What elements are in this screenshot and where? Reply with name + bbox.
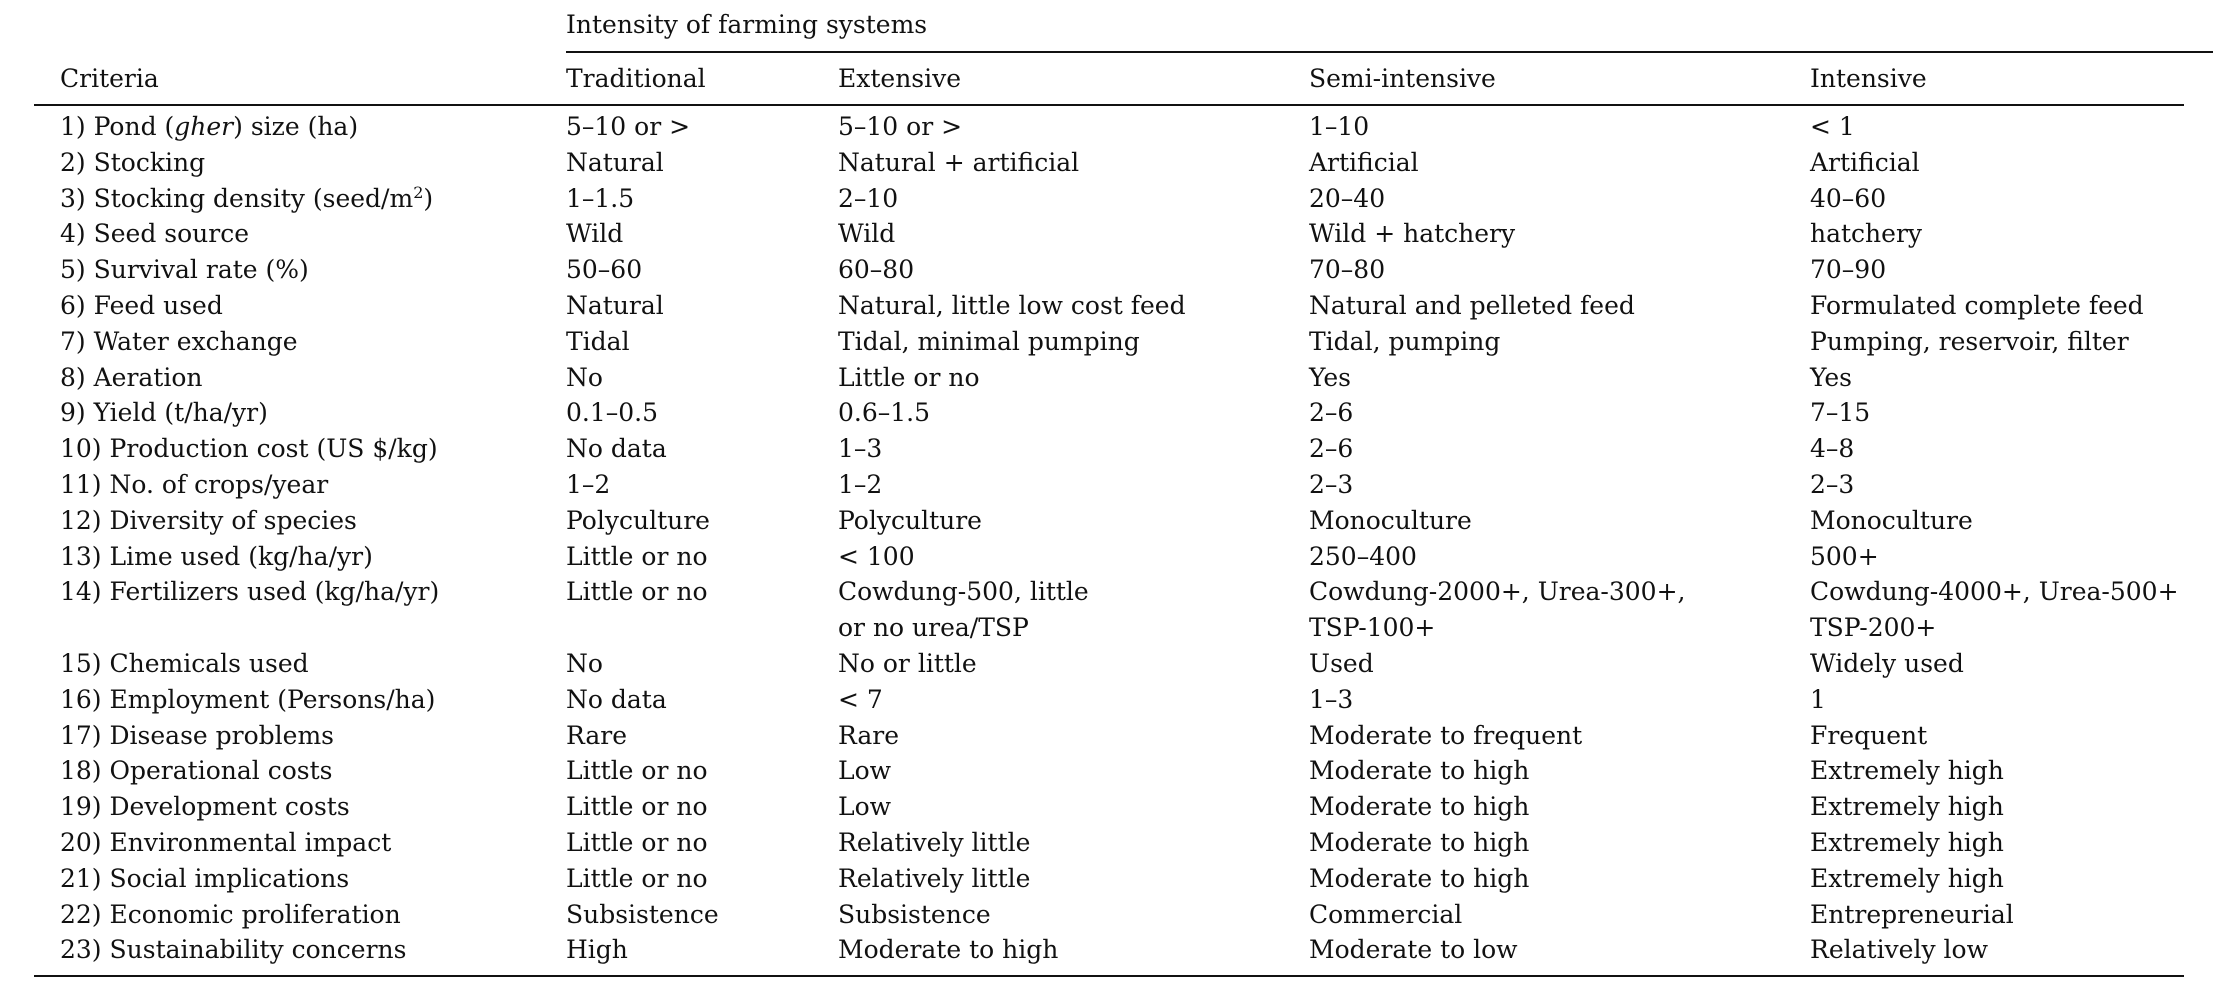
cell-traditional: Natural (566, 291, 664, 320)
cell-traditional: 5–10 or > (566, 112, 691, 141)
cell-intensive: 4–8 (1810, 434, 1855, 463)
cell-traditional: No (566, 649, 603, 678)
cell-intensive: Yes (1810, 363, 1852, 392)
cell-traditional: Wild (566, 219, 624, 248)
header-traditional: Traditional (566, 64, 706, 93)
cell-intensive: Cowdung-4000+, Urea-500+ (1810, 577, 2179, 606)
cell-semi-intensive: Commercial (1309, 900, 1463, 929)
cell-traditional: Tidal (566, 327, 630, 356)
cell-semi-intensive: Moderate to high (1309, 864, 1530, 893)
cell-traditional: Little or no (566, 577, 708, 606)
cell-traditional: Little or no (566, 792, 708, 821)
cell-semi-intensive: Cowdung-2000+, Urea-300+, (1309, 577, 1686, 606)
cell-extensive: Tidal, minimal pumping (838, 327, 1140, 356)
cell-traditional: Polyculture (566, 506, 710, 535)
cell-criteria: 6) Feed used (60, 291, 223, 320)
cell-intensive: < 1 (1810, 112, 1855, 141)
cell-intensive: Pumping, reservoir, filter (1810, 327, 2129, 356)
cell-extensive: Wild (838, 219, 896, 248)
cell-extensive: 1–3 (838, 434, 883, 463)
cell-extensive: 0.6–1.5 (838, 398, 931, 427)
cell-extensive: 5–10 or > (838, 112, 963, 141)
cell-traditional: Little or no (566, 756, 708, 785)
cell-criteria: 15) Chemicals used (60, 649, 309, 678)
cell-semi-intensive: Tidal, pumping (1309, 327, 1501, 356)
cell-criteria: 18) Operational costs (60, 756, 333, 785)
cell-extensive: Subsistence (838, 900, 991, 929)
cell-extensive: Moderate to high (838, 935, 1059, 964)
cell-semi-intensive: 2–3 (1309, 470, 1354, 499)
cell-criteria: 4) Seed source (60, 219, 250, 248)
cell-traditional: 1–2 (566, 470, 611, 499)
cell-extensive: Polyculture (838, 506, 982, 535)
cell-extensive: or no urea/TSP (838, 613, 1029, 642)
cell-intensive: Monoculture (1810, 506, 1973, 535)
cell-intensive: hatchery (1810, 219, 1923, 248)
cell-semi-intensive: Moderate to low (1309, 935, 1518, 964)
cell-traditional: 1–1.5 (566, 184, 635, 213)
cell-criteria: 9) Yield (t/ha/yr) (60, 398, 268, 427)
cell-intensive: Artificial (1810, 148, 1920, 177)
cell-semi-intensive: 2–6 (1309, 434, 1354, 463)
cell-extensive: 60–80 (838, 255, 915, 284)
cell-criteria: 5) Survival rate (%) (60, 255, 309, 284)
cell-extensive: < 100 (838, 542, 915, 571)
cell-extensive: Natural + artificial (838, 148, 1080, 177)
cell-semi-intensive: 70–80 (1309, 255, 1386, 284)
header-extensive: Extensive (838, 64, 962, 93)
cell-criteria: 7) Water exchange (60, 327, 298, 356)
cell-extensive: Cowdung-500, little (838, 577, 1089, 606)
cell-intensive: 2–3 (1810, 470, 1855, 499)
cell-semi-intensive: 20–40 (1309, 184, 1386, 213)
cell-intensive: Extremely high (1810, 828, 2004, 857)
cell-traditional: 0.1–0.5 (566, 398, 659, 427)
cell-semi-intensive: 1–10 (1309, 112, 1370, 141)
cell-criteria: 19) Development costs (60, 792, 350, 821)
cell-semi-intensive: Yes (1309, 363, 1351, 392)
cell-intensive: 40–60 (1810, 184, 1887, 213)
header-intensive: Intensive (1810, 64, 1927, 93)
cell-traditional: Subsistence (566, 900, 719, 929)
cell-traditional: No (566, 363, 603, 392)
cell-traditional: 50–60 (566, 255, 643, 284)
cell-traditional: Little or no (566, 542, 708, 571)
cell-extensive: Natural, little low cost feed (838, 291, 1186, 320)
cell-criteria: 21) Social implications (60, 864, 350, 893)
cell-extensive: Relatively little (838, 828, 1031, 857)
cell-intensive: 7–15 (1810, 398, 1871, 427)
cell-criteria: 23) Sustainability concerns (60, 935, 407, 964)
cell-extensive: 2–10 (838, 184, 899, 213)
cell-semi-intensive: Used (1309, 649, 1374, 678)
cell-criteria: 3) Stocking density $(seed/m^2)$ (60, 183, 434, 213)
cell-traditional: Little or no (566, 828, 708, 857)
cell-extensive: 1–2 (838, 470, 883, 499)
cell-semi-intensive: 1–3 (1309, 685, 1354, 714)
cell-intensive: Frequent (1810, 721, 1928, 750)
cell-semi-intensive: Monoculture (1309, 506, 1472, 535)
cell-criteria: 1) Pond (gher) size (ha) (60, 112, 359, 141)
cell-criteria: 2) Stocking (60, 148, 206, 177)
cell-extensive: < 7 (838, 685, 883, 714)
cell-extensive: No or little (838, 649, 977, 678)
cell-intensive: Widely used (1810, 649, 1964, 678)
top-rule (34, 104, 2184, 106)
cell-semi-intensive: TSP-100+ (1309, 613, 1436, 642)
cell-traditional: Rare (566, 721, 628, 750)
cell-traditional: No data (566, 434, 667, 463)
cell-semi-intensive: Moderate to high (1309, 792, 1530, 821)
cell-intensive: 1 (1810, 685, 1826, 714)
cell-intensive: Extremely high (1810, 756, 2004, 785)
bottom-rule (34, 975, 2184, 977)
cell-extensive: Rare (838, 721, 900, 750)
cell-semi-intensive: Wild + hatchery (1309, 219, 1516, 248)
cell-criteria: 12) Diversity of species (60, 506, 357, 535)
cell-extensive: Low (838, 756, 892, 785)
cell-semi-intensive: Moderate to high (1309, 756, 1530, 785)
cell-criteria: 14) Fertilizers used (kg/ha/yr) (60, 577, 440, 606)
cell-intensive: 500+ (1810, 542, 1879, 571)
cell-semi-intensive: Natural and pelleted feed (1309, 291, 1635, 320)
cell-traditional: Little or no (566, 864, 708, 893)
cell-semi-intensive: 250–400 (1309, 542, 1417, 571)
cell-criteria: 20) Environmental impact (60, 828, 392, 857)
cell-criteria: 8) Aeration (60, 363, 203, 392)
cell-intensive: Extremely high (1810, 864, 2004, 893)
header-semi-intensive: Semi-intensive (1309, 64, 1496, 93)
cell-intensive: TSP-200+ (1810, 613, 1937, 642)
cell-traditional: No data (566, 685, 667, 714)
group-header-rule (566, 51, 2213, 53)
cell-criteria: 17) Disease problems (60, 721, 334, 750)
cell-extensive: Little or no (838, 363, 980, 392)
cell-criteria: 22) Economic proliferation (60, 900, 401, 929)
cell-traditional: High (566, 935, 628, 964)
cell-intensive: Entrepreneurial (1810, 900, 2014, 929)
cell-extensive: Relatively little (838, 864, 1031, 893)
cell-traditional: Natural (566, 148, 664, 177)
cell-semi-intensive: Moderate to high (1309, 828, 1530, 857)
cell-semi-intensive: Artificial (1309, 148, 1419, 177)
cell-intensive: 70–90 (1810, 255, 1887, 284)
cell-criteria: 16) Employment (Persons/ha) (60, 685, 436, 714)
cell-intensive: Extremely high (1810, 792, 2004, 821)
group-header: Intensity of farming systems (566, 10, 928, 39)
cell-criteria: 11) No. of crops/year (60, 470, 329, 499)
cell-semi-intensive: Moderate to frequent (1309, 721, 1583, 750)
cell-intensive: Relatively low (1810, 935, 1988, 964)
cell-intensive: Formulated complete feed (1810, 291, 2144, 320)
cell-criteria: 10) Production cost (US $/kg) (60, 434, 438, 463)
cell-extensive: Low (838, 792, 892, 821)
header-criteria: Criteria (60, 64, 159, 93)
cell-criteria: 13) Lime used (kg/ha/yr) (60, 542, 373, 571)
column-header-row (34, 64, 2184, 96)
cell-semi-intensive: 2–6 (1309, 398, 1354, 427)
